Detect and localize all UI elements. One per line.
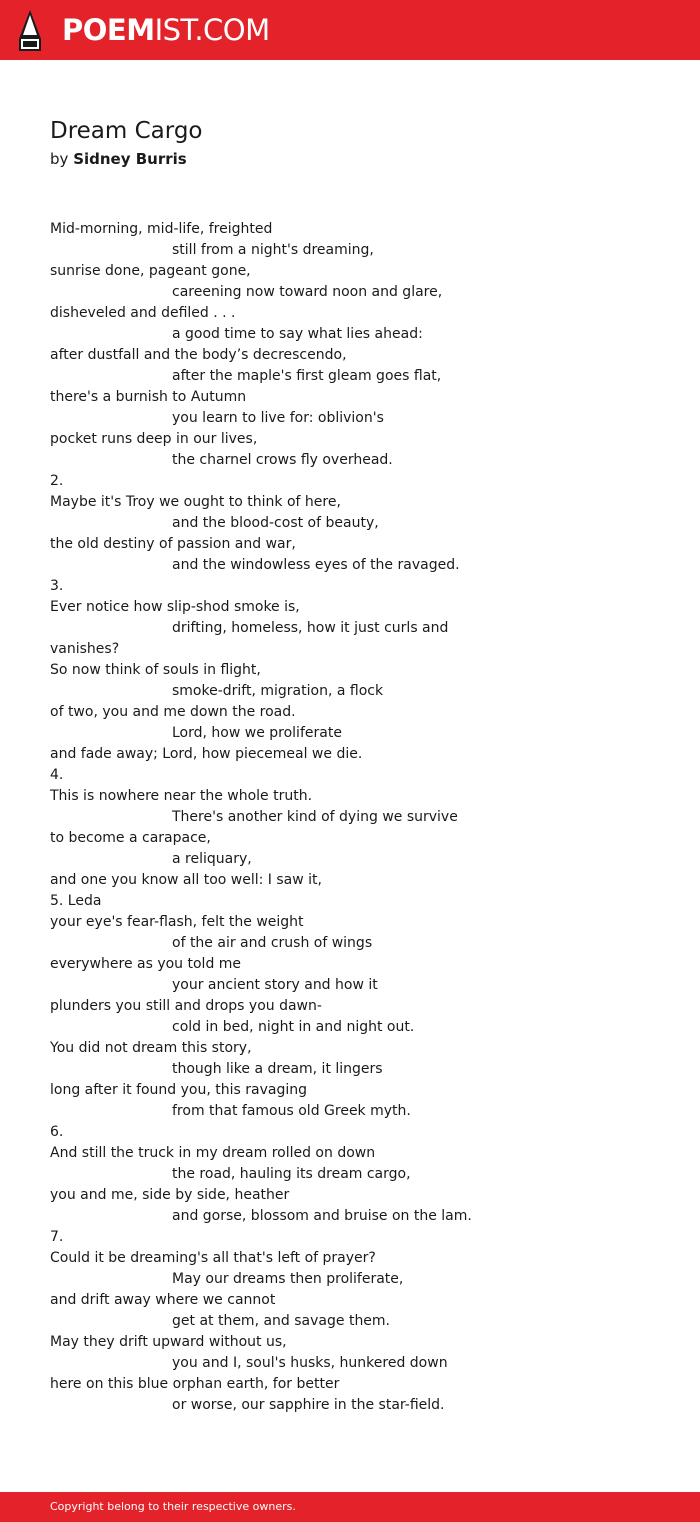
poem-title: Dream Cargo xyxy=(50,118,203,144)
poem-line: Mid-morning, mid-life, freighted xyxy=(50,221,273,237)
poem-line: careening now toward noon and glare, xyxy=(172,284,443,300)
poem-line: from that famous old Greek myth. xyxy=(172,1103,411,1119)
poem-line: the road, hauling its dream cargo, xyxy=(172,1166,411,1182)
poem-line: You did not dream this story, xyxy=(50,1040,252,1056)
poem-line: 3. xyxy=(50,578,64,594)
poem-line: a reliquary, xyxy=(172,851,252,867)
poem-line: or worse, our sapphire in the star-field. xyxy=(172,1397,445,1413)
poem-line: This is nowhere near the whole truth. xyxy=(50,788,313,804)
poem-line: smoke-drift, migration, a flock xyxy=(172,683,384,699)
poem-line: your ancient story and how it xyxy=(172,977,378,993)
poem-line: And still the truck in my dream rolled on down xyxy=(50,1145,376,1161)
poem-line: and the windowless eyes of the ravaged. xyxy=(172,557,460,573)
poem-line: and one you know all too well: I saw it, xyxy=(50,872,322,888)
poem-line: 7. xyxy=(50,1229,64,1245)
poem-line: and drift away where we cannot xyxy=(50,1292,276,1308)
poem-line: the charnel crows fly overhead. xyxy=(172,452,393,468)
poem-line: after the maple's first gleam goes flat, xyxy=(172,368,442,384)
poem-line: to become a carapace, xyxy=(50,830,211,846)
poem-line: still from a night's dreaming, xyxy=(172,242,374,258)
poem-line: 4. xyxy=(50,767,64,783)
poem-line: your eye's fear-flash, felt the weight xyxy=(50,914,304,930)
poem-line: So now think of souls in flight, xyxy=(50,662,261,678)
poem-line: There's another kind of dying we survive xyxy=(172,809,458,825)
poem-line: plunders you still and drops you dawn- xyxy=(50,998,322,1014)
poem-body xyxy=(50,219,650,1416)
poem-line: sunrise done, pageant gone, xyxy=(50,263,251,279)
site-logo[interactable] xyxy=(62,13,270,47)
poem-line: disheveled and defiled . . . xyxy=(50,305,236,321)
poem-line: Lord, how we proliferate xyxy=(172,725,342,741)
poem-line: there's a burnish to Autumn xyxy=(50,389,247,405)
poem-line: pocket runs deep in our lives, xyxy=(50,431,258,447)
poem-line: drifting, homeless, how it just curls and xyxy=(172,620,449,636)
poem-line: Maybe it's Troy we ought to think of here, xyxy=(50,494,341,510)
poem-line: cold in bed, night in and night out. xyxy=(172,1019,415,1035)
poem-line: a good time to say what lies ahead: xyxy=(172,326,423,342)
poem-line: the old destiny of passion and war, xyxy=(50,536,296,552)
poem-line: of the air and crush of wings xyxy=(172,935,373,951)
poem-line: you and me, side by side, heather xyxy=(50,1187,290,1203)
poem-line: of two, you and me down the road. xyxy=(50,704,296,720)
site-header xyxy=(0,0,700,60)
byline xyxy=(50,149,187,169)
byline-label: by xyxy=(50,150,69,168)
poem-line: May they drift upward without us, xyxy=(50,1334,287,1350)
poem-line: you learn to live for: oblivion's xyxy=(172,410,384,426)
poem-line: 6. xyxy=(50,1124,64,1140)
site-footer xyxy=(0,1492,700,1522)
poem-line: Could it be dreaming's all that's left of prayer? xyxy=(50,1250,376,1266)
poem-line: here on this blue orphan earth, for better xyxy=(50,1376,340,1392)
poem-line: May our dreams then proliferate, xyxy=(172,1271,404,1287)
author-name: Sidney Burris xyxy=(73,150,187,168)
pencil-logo-icon[interactable] xyxy=(17,9,43,52)
poem-line: 5. Leda xyxy=(50,893,102,909)
poem-line: everywhere as you told me xyxy=(50,956,242,972)
logo-light-text: IST.COM xyxy=(154,13,270,47)
poem-line: Ever notice how slip-shod smoke is, xyxy=(50,599,300,615)
poem-line: you and I, soul's husks, hunkered down xyxy=(172,1355,448,1371)
poem-line: after dustfall and the body’s decrescendo, xyxy=(50,347,347,363)
poem-line: and gorse, blossom and bruise on the lam. xyxy=(172,1208,472,1224)
poem-line: get at them, and savage them. xyxy=(172,1313,391,1329)
poem-line: vanishes? xyxy=(50,641,120,657)
poem-line: and the blood-cost of beauty, xyxy=(172,515,379,531)
poem-line: 2. xyxy=(50,473,64,489)
copyright-notice: Copyright belong to their respective owners. xyxy=(50,1500,296,1513)
poem-line: though like a dream, it lingers xyxy=(172,1061,383,1077)
poem-line: and fade away; Lord, how piecemeal we die. xyxy=(50,746,363,762)
poem-line: long after it found you, this ravaging xyxy=(50,1082,307,1098)
logo-bold-text: POEM xyxy=(62,13,155,47)
